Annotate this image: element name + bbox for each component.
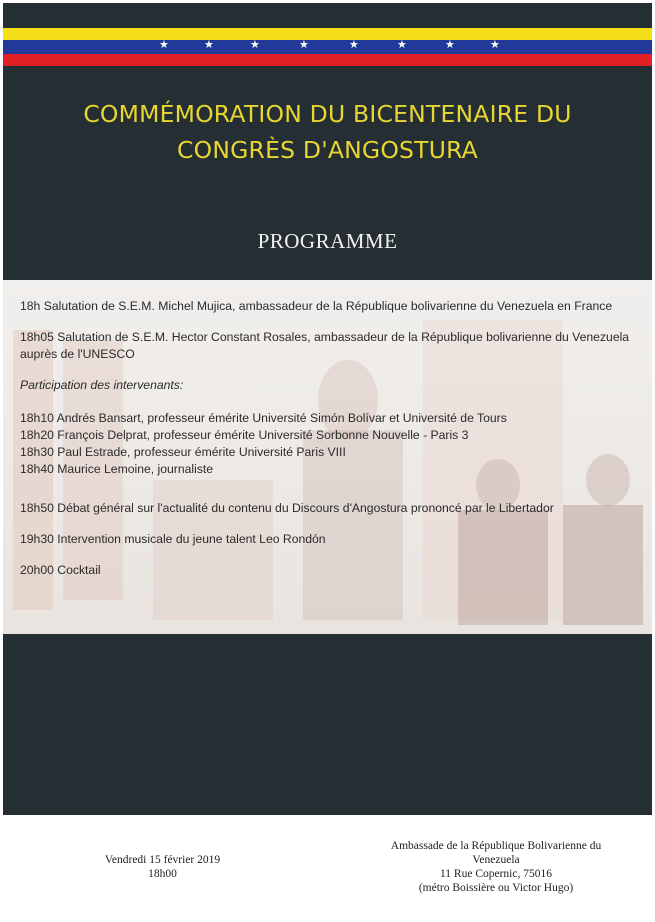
participation-label: Participation des intervenants: <box>20 378 184 392</box>
venue-line-1: Ambassade de la République Bolivarienne du <box>390 840 602 852</box>
venue-metro: (métro Boissière ou Victor Hugo) <box>418 882 574 894</box>
event-title <box>3 96 652 168</box>
star-icon: ★ <box>159 38 169 51</box>
poster <box>3 3 652 815</box>
programme-panel <box>3 280 652 634</box>
venue-info <box>368 839 624 895</box>
flag-yellow-stripe <box>3 28 652 40</box>
time-text: 18h00 <box>148 868 177 880</box>
speaker-item: 18h30 Paul Estrade, professeur émérite Université Paris VIII <box>20 445 346 459</box>
speaker-item: 18h10 Andrés Bansart, professeur émérite Université Simón Bolívar et Université de Tours <box>20 411 507 425</box>
venezuela-flag <box>3 28 652 66</box>
star-icon: ★ <box>299 38 309 51</box>
flag-red-stripe <box>3 54 652 66</box>
flag-blue-stripe <box>3 40 652 54</box>
star-icon: ★ <box>445 38 455 51</box>
venue-line-2: Venezuela <box>472 854 520 866</box>
programme-list <box>20 298 640 579</box>
speaker-item: 18h40 Maurice Lemoine, journaliste <box>20 462 214 476</box>
star-icon: ★ <box>397 38 407 51</box>
star-icon: ★ <box>250 38 260 51</box>
title-line-1: COMMÉMORATION DU BICENTENAIRE DU <box>83 100 572 128</box>
programme-heading: PROGRAMME <box>257 229 398 253</box>
star-icon: ★ <box>204 38 214 51</box>
programme-item: 18h Salutation de S.E.M. Michel Mujica, ambassadeur de la République bolivarienne du Venezuela en France <box>20 299 613 313</box>
star-icon: ★ <box>349 38 359 51</box>
programme-item: 18h50 Débat général sur l'actualité du contenu du Discours d'Angostura prononcé par le Libertador <box>20 501 554 515</box>
date-text: Vendredi 15 février 2019 <box>104 854 221 866</box>
programme-item: 20h00 Cocktail <box>20 563 101 577</box>
star-icon: ★ <box>490 38 500 51</box>
venue-address: 11 Rue Copernic, 75016 <box>439 868 552 880</box>
programme-item: 19h30 Intervention musicale du jeune talent Leo Rondón <box>20 532 326 546</box>
programme-item: 18h05 Salutation de S.E.M. Hector Constant Rosales, ambassadeur de la République bolivarienne du Venezuela auprès de l'UNESCO <box>20 330 630 361</box>
speaker-item: 18h20 François Delprat, professeur émérite Université Sorbonne Nouvelle - Paris 3 <box>20 428 469 442</box>
event-date <box>70 853 255 881</box>
title-line-2: CONGRÈS D'ANGOSTURA <box>177 136 478 164</box>
